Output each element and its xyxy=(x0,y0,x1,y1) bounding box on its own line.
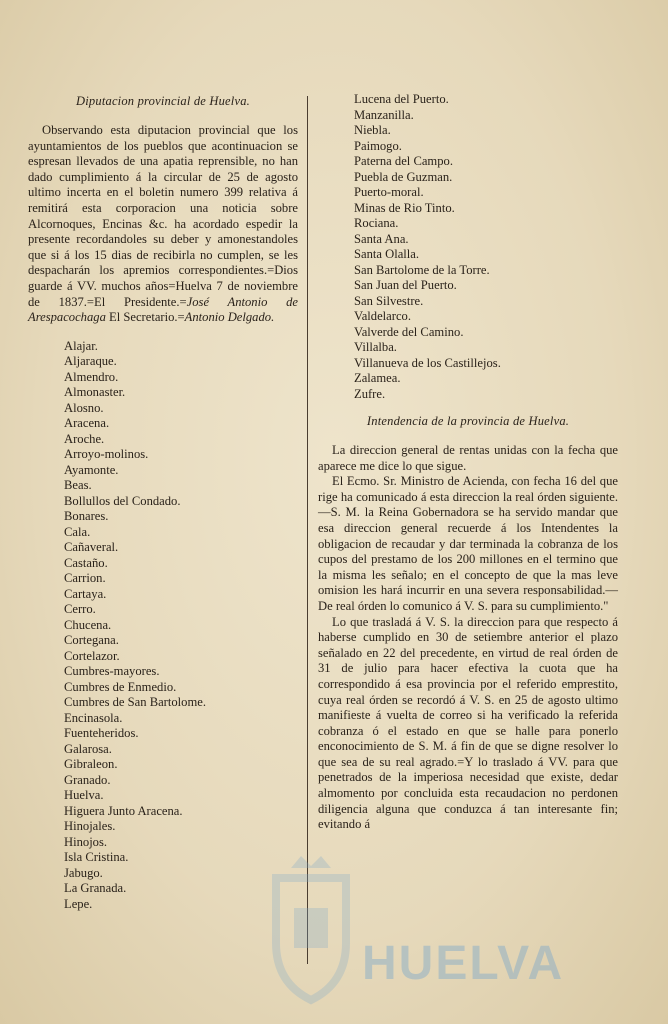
place-item: Granado. xyxy=(64,772,111,787)
place-item: Alajar. xyxy=(64,338,98,353)
place-item: Higuera Junto Aracena. xyxy=(64,803,183,818)
place-item: Cala. xyxy=(64,524,91,539)
place-item: San Silvestre. xyxy=(354,293,424,308)
place-item: Lucena del Puerto. xyxy=(354,92,449,106)
place-item: Jabugo. xyxy=(64,865,103,880)
intendencia-paragraph-1: La direccion general de rentas unidas con la fecha que aparece me dice lo que sigue. xyxy=(318,443,618,473)
place-item: Almendro. xyxy=(64,369,119,384)
place-item: Cumbres-mayores. xyxy=(64,664,160,679)
secretary-label: El Secretario.= xyxy=(105,310,185,325)
right-column xyxy=(318,92,618,833)
place-item: Encinasola. xyxy=(64,710,123,725)
place-item: Puebla de Guzman. xyxy=(354,169,453,184)
place-item: Valverde del Camino. xyxy=(354,324,464,339)
place-item: Cortelazor. xyxy=(64,648,120,663)
place-item: Cortegana. xyxy=(64,633,119,648)
place-item: Carrion. xyxy=(64,571,106,586)
huelva-watermark-text: HUELVA xyxy=(362,937,565,990)
place-item: Arroyo-molinos. xyxy=(64,447,149,462)
place-item: Paterna del Campo. xyxy=(354,154,453,168)
place-item: Aljaraque. xyxy=(64,354,117,369)
diputacion-heading: Diputacion provincial de Huelva. xyxy=(76,94,250,108)
left-column xyxy=(28,94,298,912)
place-item: Cumbres de San Bartolome. xyxy=(64,695,207,710)
place-item: Bonares. xyxy=(64,509,109,524)
place-item: Ayamonte. xyxy=(64,462,119,477)
place-item: Aracena. xyxy=(64,416,110,431)
place-item: Zufre. xyxy=(354,386,386,401)
intendencia-heading: Intendencia de la provincia de Huelva. xyxy=(366,414,570,428)
intendencia-paragraph-2: El Ecmo. Sr. Ministro de Acienda, con fecha 16 del que rige ha comunicado á esta direccion la real órden siguiente.—S. M. la Reina Gobernadora se ha servido mandar que esa direccion general recuerde á los Intendentes la obligacion de recaudar y dar terminada la cobranza de los cupos del prestamo de los 200 millones en el termino que la misma les señalo; en el concepto de que la mas leve omision les hará incurrir en una severa responsabilidad.—De real órden lo comunico á V. S. para su cumplimiento." xyxy=(318,474,618,613)
place-item: Manzanilla. xyxy=(354,107,414,122)
place-item: Paimogo. xyxy=(354,138,402,153)
place-item: Santa Ana. xyxy=(354,231,409,246)
place-item: Lepe. xyxy=(64,896,93,911)
place-item: Gibraleon. xyxy=(64,757,118,772)
place-item: Villanueva de los Castillejos. xyxy=(354,355,501,370)
coat-of-arms-watermark xyxy=(256,848,366,1008)
place-item: Almonaster. xyxy=(64,385,126,400)
place-item: Galarosa. xyxy=(64,741,112,756)
place-item: Cerro. xyxy=(64,602,96,617)
place-item: Santa Olalla. xyxy=(354,247,420,261)
place-item: Cumbres de Enmedio. xyxy=(64,679,177,694)
place-item: Minas de Rio Tinto. xyxy=(354,200,455,215)
place-item: Villalba. xyxy=(354,340,397,354)
place-item: Zalamea. xyxy=(354,371,401,385)
place-item: Isla Cristina. xyxy=(64,850,129,865)
place-item: Aroche. xyxy=(64,431,105,446)
place-item: Bollullos del Condado. xyxy=(64,493,181,508)
diputacion-notice xyxy=(28,123,298,326)
place-item: Valdelarco. xyxy=(354,309,411,323)
place-item: Niebla. xyxy=(354,123,391,137)
place-item: Chucena. xyxy=(64,617,112,632)
place-item: Castaño. xyxy=(64,555,108,570)
place-item: San Bartolome de la Torre. xyxy=(354,262,490,277)
diputacion-notice-text: Observando esta diputacion provincial que los ayuntamientos de los pueblos que acontinuacion se espresan llevados de una apatia reprensible, no han dado cumplimiento á la circular de 25 de agosto ultimo incerta en el boletin numero 399 relativa á remitirá esta corporacion una noticia sobre Alcornoques, Encinas &c. ha acordado espedir la presente recordandoles su deber y amonestandoles que si á los 15 dias de recibirla no cumplen, se les despacharán los apremios correspondientes.=Dios guarde á VV. muchos años=Huelva 7 de noviembre de 1837.=El Presidente.= xyxy=(28,123,298,309)
place-item: Hinojales. xyxy=(64,819,116,834)
place-item: Cartaya. xyxy=(64,586,107,601)
place-item: Hinojos. xyxy=(64,834,108,849)
right-places-list xyxy=(354,92,618,402)
place-item: Fuenteheridos. xyxy=(64,726,139,741)
president-name: José Antonio de Arespacochaga xyxy=(28,294,298,325)
place-item: Alosno. xyxy=(64,400,104,415)
place-item: La Granada. xyxy=(64,881,127,896)
place-item: Rociana. xyxy=(354,216,399,230)
place-item: Beas. xyxy=(64,478,92,493)
secretary-name: Antonio Delgado. xyxy=(184,310,275,325)
place-item: San Juan del Puerto. xyxy=(354,278,457,292)
intendencia-paragraph-3: Lo que trasladá á V. S. la direccion para que respecto á haberse cumplido en 30 de setiembre anterior el plazo señalado en 22 del precedente, en virtud de real órden de 31 de julio para hacer efectiva la cuota que ha correspondido á esa provincia por el referido emprestito, cuya real órden se recordó á V. S. en 25 de agosto ultimo manifieste á vuelta de correo si ha verificado la referida cobranza ó el estado en que se halle para ponerlo enconocimiento de S. M. á fin de que se digne resolver lo que sea de su real agrado.=Y lo traslado á VV. para que penetrados de la imperiosa necesidad que existe, dedar almomento por concluida esta recaudacion no perdonen diligencia alguna que conduzca á tan interesante fin; evitando á xyxy=(318,614,618,832)
place-item: Cañaveral. xyxy=(64,540,119,555)
place-item: Huelva. xyxy=(64,788,104,803)
place-item: Puerto-moral. xyxy=(354,185,424,199)
column-divider xyxy=(307,96,308,964)
left-places-list xyxy=(64,339,298,913)
